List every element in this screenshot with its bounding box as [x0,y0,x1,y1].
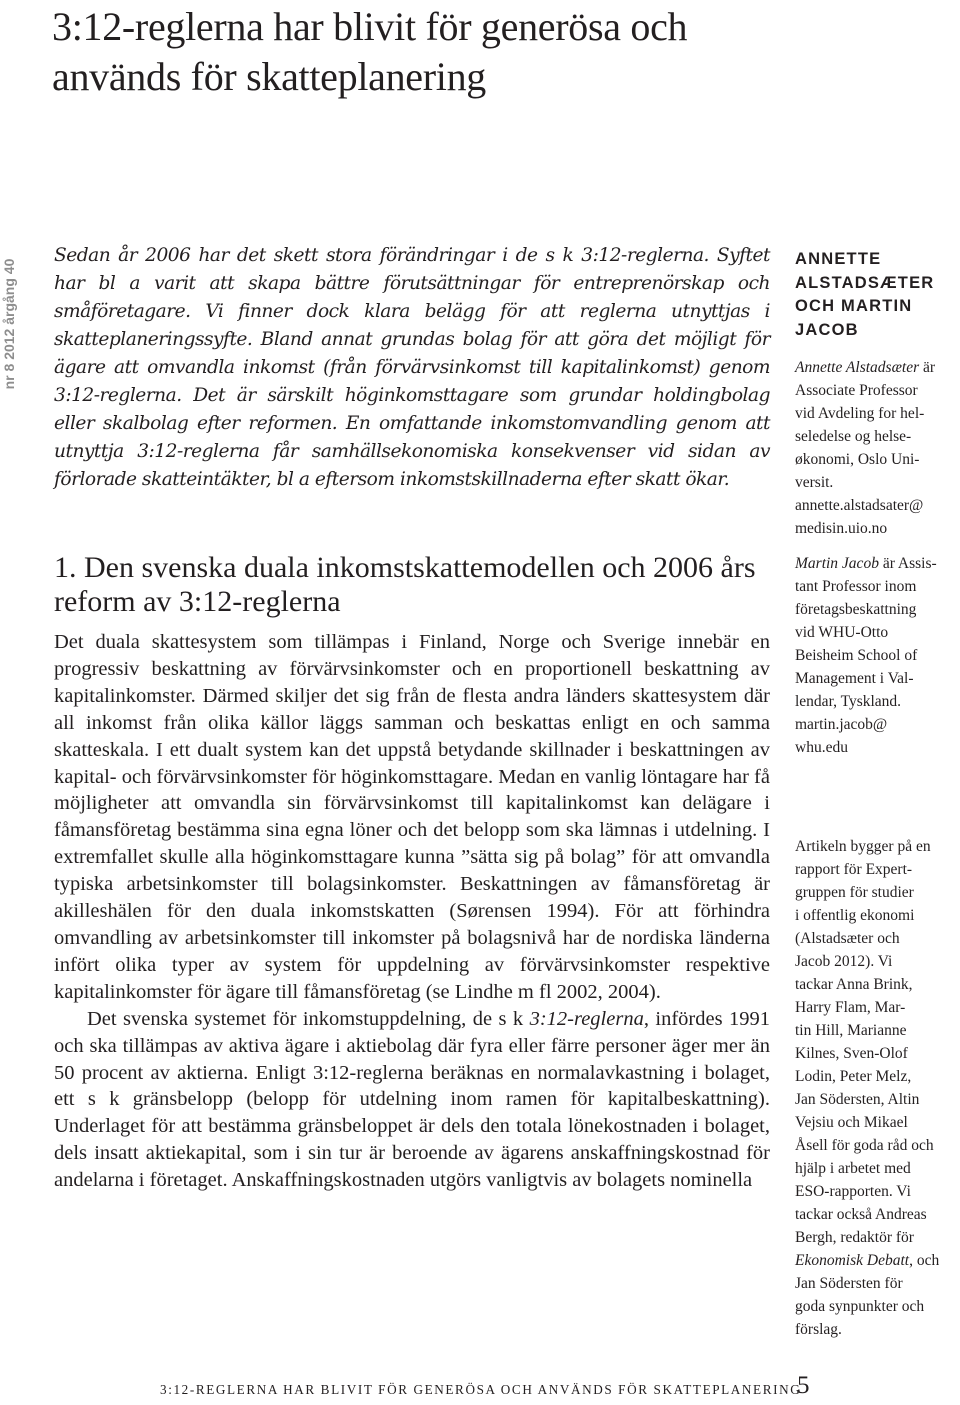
bio-line: Martin Jacob är Assis- [795,555,937,572]
author-bio-alstadsaeter [795,356,960,540]
acknowledgements [795,835,960,1341]
ack-line: tackar också Andreas [795,1206,927,1223]
author-email: medisin.uio.no [795,520,888,537]
bio-line: Annette Alstadsæter är [795,359,936,376]
article-title: 3:12-reglerna har blivit för generösa och används för skatteplanering [52,4,688,99]
ack-line: Åsell för goda råd och [795,1137,934,1154]
bio-line: vid WHU-Otto [795,624,889,641]
ack-line: Ekonomisk Debatt, och [795,1252,940,1269]
section-heading: 1. Den svenska duala inkomstskattemodellen och 2006 års reform av 3:12-reglerna [54,551,756,618]
article-body [54,629,770,1194]
body-paragraph: Det duala skattesystem som tillämpas i Finland, Norge och Sverige innebär en progressiv beskattning av förvärvsinkomster och en proportionell beskattning av kapitalinkomster. Därmed skiljer det sig från de flesta andra länders skattesystem där all inkomst från olika källor läggs samman och beskattas enligt en och samma skatteskala. I ett dualt system kan det uppstå betydande skillnader i beskattningen av kapital- och förvärvsinkomster för höginkomsttagare. Medan en vanlig löntagare har få möjligheter att omvandla sin förvärvsinkomst till kapitalinkomst kan delägare i fåmansföretag bestämma sina egna löner och det belopp som ska lämnas i utdelning. I extremfallet skulle alla höginkomsttagare kunna ”sätta sig på bolag” för att omvandla typiska arbetsinkomster till bolagsinkomster. Beskattningen av fåmansföretag är akilleshälen för den duala inkomstskatten (Sørensen 1994). För att förhindra omvandling av arbetsinkomster till inkomster på bolagsnivå har de nordiska länderna infört olika typer av system för uppdelning av förvärvsinkomster respektive kapitalinkomster för ägare till fåmansföretag (se Lindhe m fl 2002, 2004). [54,631,770,1003]
bio-line: Management i Val- [795,670,914,687]
author-email: annette.alstadsater@ [795,497,924,514]
issue-side-tab [0,242,18,406]
ack-line: Artikeln bygger på en [795,838,931,855]
ack-line: Jan Södersten, Altin [795,1091,920,1108]
ack-line: rapport för Expert- [795,861,913,878]
ack-line: Lodin, Peter Melz, [795,1068,912,1085]
issue-label: nr 8 2012 årgång 40 [1,258,17,390]
ack-line: gruppen för studier [795,884,914,901]
ack-line: tin Hill, Marianne [795,1022,907,1039]
bio-line: Beisheim School of [795,647,918,664]
emphasis-term: 3:12-reglerna [529,1007,644,1030]
author-name: Annette Alstadsæter [795,359,920,376]
ack-line: (Alstadsæter och [795,930,900,947]
ack-line: Harry Flam, Mar- [795,999,906,1016]
ack-line: Vejsiu och Mikael [795,1114,908,1131]
bio-line: vid Avdeling for hel- [795,405,925,422]
bio-line: Associate Professor [795,382,918,399]
body-paragraph [54,1006,770,1194]
author-email: whu.edu [795,739,848,756]
ack-line: goda synpunkter och [795,1298,925,1315]
ack-line: tackar Anna Brink, [795,976,913,993]
paragraph-text: , infördes 1991 och ska tillämpas av aktiva ägare i aktiebolag där fyra eller färre personer äger mer än 50 procent av aktierna. Enligt 3:12-reglerna beräknas en normalavkastning i bolaget, ett s k gränsbelopp (belopp för utdelning inom ramen för kapitalbeskattning). Underlaget för att bestämma gränsbeloppet är dels den totala lönekostnaden i bolaget, dels insatt aktiekapital, som i sin tur är beroende av ägarens anskaffningskostnad för andelarna i företaget. Anskaffningskostnaden utgörs vanligtvis av bolagets nominella [54,1007,770,1192]
authors-heading: ANNETTE ALSTADSÆTER OCH MARTIN JACOB [795,250,935,339]
author-bio-jacob [795,552,960,759]
ack-line: Jan Södersten för [795,1275,903,1292]
bio-line: versit. [795,474,834,491]
author-name: Martin Jacob [795,555,879,572]
ack-line: i offentlig ekonomi [795,907,915,924]
author-email: martin.jacob@ [795,716,888,733]
journal-name: Ekonomisk Debatt [795,1252,910,1269]
ack-line: förslag. [795,1321,842,1338]
ack-line: Kilnes, Sven-Olof [795,1045,908,1062]
bio-line: seledelse og helse- [795,428,912,445]
paragraph-text: Det svenska systemet för inkomstuppdelning, de s k [87,1007,530,1030]
article-ingress: Sedan år 2006 har det skett stora förändringar i de s k 3:12-reglerna. Syftet har bl a varit att skapa bättre förutsättningar för entreprenörskap och småföretagare. Vi finner dock klara belägg för att reglerna utnyttjas i skatteplaneringssyfte. Bland annat grundas bolag för att göra det möjligt för ägare att omvandla inkomst (från förvärvsinkomst till kapitalinkomst) genom 3:12-reglerna. Det är särskilt höginkomsttagare som grundar holdingbolag eller skalbolag efter reformen. En omfattande inkomstomvandling genom att utnyttja 3:12-reglerna får samhällsekonomiska konsekvenser vid sidan av förlorade skatteintäkter, bl a eftersom inkomstskillnaderna efter skatt ökar. [54,245,770,490]
page-number: 5 [797,1372,810,1399]
ack-line: hjälp i arbetet med [795,1160,911,1177]
ack-line: ESO-rapporten. Vi [795,1183,911,1200]
ack-line: Jacob 2012). Vi [795,953,893,970]
bio-line: företagsbeskattning [795,601,917,618]
bio-line: økonomi, Oslo Uni- [795,451,920,468]
ack-line: Bergh, redaktör för [795,1229,914,1246]
bio-line: tant Professor inom [795,578,917,595]
running-footer: 3:12-REGLERNA HAR BLIVIT FÖR GENERÖSA OCH ANVÄNDS FÖR SKATTEPLANERING [160,1382,802,1397]
bio-line: lendar, Tyskland. [795,693,902,710]
